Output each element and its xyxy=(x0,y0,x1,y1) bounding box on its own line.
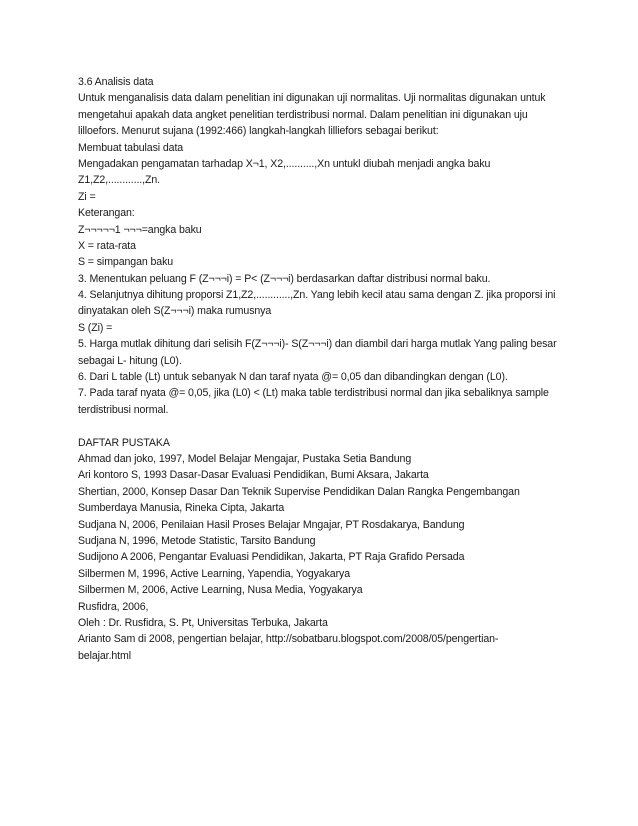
reference-line: Ahmad dan joko, 1997, Model Belajar Mengajar, Pustaka Setia Bandung xyxy=(78,452,412,465)
paragraph-line: sebagai L- hitung (L0). xyxy=(78,354,182,367)
formula-line: S (Zi) = xyxy=(78,321,113,334)
reference-line: Sudijono A 2006, Pengantar Evaluasi Pendidikan, Jakarta, PT Raja Grafido Persada xyxy=(78,551,465,564)
reference-line: Rusfidra, 2006, xyxy=(78,600,149,613)
blank-line xyxy=(78,418,568,434)
reference-line: Sumberdaya Manusia, Rineka Cipta, Jakarta xyxy=(78,502,285,515)
reference-line: Shertian, 2000, Konsep Dasar Dan Teknik Supervise Pendidikan Dalan Rangka Pengembangan xyxy=(78,485,520,498)
reference-line: Sudjana N, 2006, Penilaian Hasil Proses Belajar Mngajar, PT Rosdakarya, Bandung xyxy=(78,518,465,531)
reference-line: Oleh : Dr. Rusfidra, S. Pt, Universitas Terbuka, Jakarta xyxy=(78,616,328,629)
formula-line: Zi = xyxy=(78,190,96,203)
paragraph-line: Z¬¬¬¬¬1 ¬¬¬=angka baku xyxy=(78,223,202,236)
paragraph-line: S = simpangan baku xyxy=(78,256,174,269)
section-title: 3.6 Analisis data xyxy=(78,76,154,88)
paragraph-line: Z1,Z2,............,Zn. xyxy=(78,174,160,187)
paragraph-line: dinyatakan oleh S(Z¬¬¬i) maka rumusnya xyxy=(78,305,272,318)
paragraph-line: Untuk menganalisis data dalam penelitian ini digunakan uji normalitas. Uji normalitas digunakan untuk xyxy=(78,92,546,105)
analysis-section xyxy=(78,74,568,418)
document-body xyxy=(78,74,568,664)
paragraph-line: lilloefors. Menurut sujana (1992:466) langkah-langkah lilliefors sebagai berikut: xyxy=(78,125,439,138)
reference-line: Silbermen M, 2006, Active Learning, Nusa Media, Yogyakarya xyxy=(78,584,363,597)
step-line: 7. Pada taraf nyata @= 0,05, jika (L0) < (Lt) maka table terdistribusi normal dan jika sebaliknya sample xyxy=(78,387,549,400)
step-line: 3. Menentukan peluang F (Z¬¬¬i) = P< (Z¬¬¬i) berdasarkan daftar distribusi normal baku. xyxy=(78,272,491,285)
reference-line: Sudjana N, 1996, Metode Statistic, Tarsito Bandung xyxy=(78,534,316,547)
paragraph-line: Membuat tabulasi data xyxy=(78,141,184,154)
paragraph-line: Mengadakan pengamatan tarhadap X¬1, X2,..........,Xn untukl diubah menjadi angka baku xyxy=(78,157,491,170)
reference-line: Silbermen M, 1996, Active Learning, Yapendia, Yogyakarya xyxy=(78,567,350,580)
reference-line: Arianto Sam di 2008, pengertian belajar, http://sobatbaru.blogspot.com/2008/05/pengertian- xyxy=(78,633,499,646)
references-section xyxy=(78,435,568,664)
references-heading: DAFTAR PUSTAKA xyxy=(78,436,170,449)
reference-line: belajar.html xyxy=(78,649,131,662)
paragraph-line: X = rata-rata xyxy=(78,239,136,252)
step-line: 4. Selanjutnya dihitung proporsi Z1,Z2,............,Zn. Yang lebih kecil atau sama dengan Z. jika proporsi ini xyxy=(78,289,556,302)
step-line: 5. Harga mutlak dihitung dari selisih F(Z¬¬¬i)- S(Z¬¬¬i) dan diambil dari harga mutlak Yang paling besar xyxy=(78,338,557,351)
paragraph-line: Keterangan: xyxy=(78,207,135,220)
step-line: 6. Dari L table (Lt) untuk sebanyak N dan taraf nyata @= 0,05 dan dibandingkan dengan (L0). xyxy=(78,371,508,384)
reference-line: Ari kontoro S, 1993 Dasar-Dasar Evaluasi Pendidikan, Bumi Aksara, Jakarta xyxy=(78,469,429,482)
paragraph-line: terdistribusi normal. xyxy=(78,403,169,416)
paragraph-line: mengetahui apakah data angket penelitian terdistribusi normal. Dalam penelitian ini digunakan uju xyxy=(78,108,528,121)
